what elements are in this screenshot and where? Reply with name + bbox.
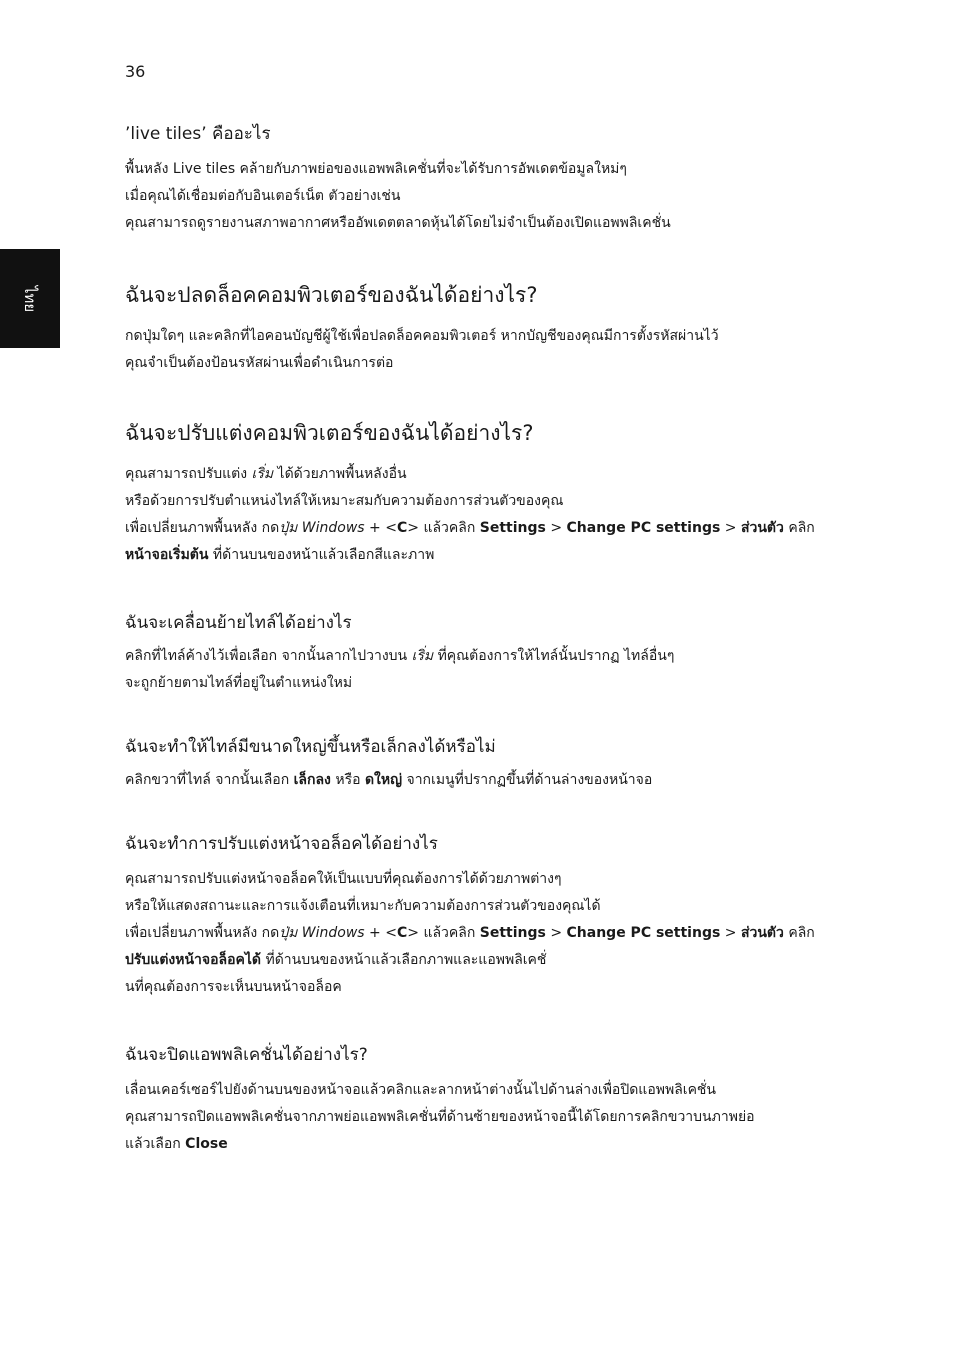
section-close-app <box>125 1043 825 1158</box>
paragraph-line: คุณสามารถดูรายงานสภาพอากาศหรืออัพเดตตลาดหุ้นได้โดยไม่จำเป็นต้องเปิดแอพพลิเคชั่น <box>125 215 671 231</box>
paragraph-line: คลิกขวาที่ไทล์ จากนั้นเลือก เล็กลง หรือ ดใหญ่ จากเมนูที่ปรากฏขึ้นที่ด้านล่างของหน้าจอ <box>125 772 653 788</box>
paragraph-line: คุณสามารถปรับแต่ง เริ่ม ได้ด้วยภาพพื้นหลังอื่น <box>125 466 407 482</box>
paragraph-line: พื้นหลัง Live tiles คล้ายกับภาพย่อของแอพพลิเคชั่นที่จะได้รับการอัพเดตข้อมูลใหม่ๆ <box>125 161 627 177</box>
section-heading: ฉันจะทำให้ไทล์มีขนาดใหญ่ขึ้นหรือเล็กลงได้หรือไม่ <box>125 737 496 757</box>
section-heading: ’live tiles’ คืออะไร <box>125 124 271 144</box>
language-side-tab <box>0 249 60 348</box>
paragraph-line: เมื่อคุณได้เชื่อมต่อกับอินเตอร์เน็ต ตัวอย่างเช่น <box>125 188 401 204</box>
paragraph-line: เพื่อเปลี่ยนภาพพื้นหลัง กดปุ่ม Windows + <C> แล้วคลิก Settings > Change PC settings > ส่วนตัว คลิก <box>125 925 815 941</box>
section-heading: ฉันจะทำการปรับแต่งหน้าจอล็อคได้อย่างไร <box>125 834 438 854</box>
paragraph-line: แล้วเลือก Close <box>125 1136 228 1152</box>
paragraph-line: เลื่อนเคอร์เซอร์ไปยังด้านบนของหน้าจอแล้วคลิกและลากหน้าต่างนั้นไปด้านล่างเพื่อปิดแอพพลิเคชั่น <box>125 1082 717 1098</box>
paragraph-line: คลิกที่ไทล์ค้างไว้เพื่อเลือก จากนั้นลากไปวางบน เริ่ม ที่คุณต้องการให้ไทล์นั้นปรากฏ ไทล์อื่นๆ <box>125 648 675 664</box>
paragraph-line: นที่คุณต้องการจะเห็นบนหน้าจอล็อค <box>125 979 342 995</box>
section-heading: ฉันจะปิดแอพพลิเคชั่นได้อย่างไร? <box>125 1045 368 1065</box>
paragraph-line: กดปุ่มใดๆ และคลิกที่ไอคอนบัญชีผู้ใช้เพื่อปลดล็อคคอมพิวเตอร์ หากบัญชีของคุณมีการตั้งรหัสผ่านไว้ <box>125 328 719 344</box>
section-move-tiles <box>125 611 825 697</box>
paragraph-line: หรือให้แสดงสถานะและการแจ้งเตือนที่เหมาะกับความต้องการส่วนตัวของคุณได้ <box>125 898 601 914</box>
section-live-tiles <box>125 122 825 237</box>
paragraph-line: จะถูกย้ายตามไทล์ที่อยู่ในตำแหน่งใหม่ <box>125 675 353 691</box>
section-heading: ฉันจะปรับแต่งคอมพิวเตอร์ของฉันได้อย่างไร? <box>125 421 534 445</box>
paragraph-line: หน้าจอเริ่มต้น ที่ด้านบนของหน้าแล้วเลือกสีและภาพ <box>125 547 435 563</box>
language-label: ไทย <box>20 285 39 312</box>
paragraph-line: คุณจำเป็นต้องป้อนรหัสผ่านเพื่อดำเนินการต่อ <box>125 355 394 371</box>
section-resize-tiles <box>125 735 825 794</box>
paragraph-line: คุณสามารถปิดแอพพลิเคชั่นจากภาพย่อแอพพลิเคชั่นที่ด้านซ้ายของหน้าจอนี้ได้โดยการคลิกขวาบนภาพย่อ <box>125 1109 755 1125</box>
paragraph-line: หรือด้วยการปรับตำแหน่งไทล์ให้เหมาะสมกับความต้องการส่วนตัวของคุณ <box>125 493 564 509</box>
section-personalize <box>125 419 825 569</box>
section-heading: ฉันจะปลดล็อคคอมพิวเตอร์ของฉันได้อย่างไร? <box>125 283 538 307</box>
section-unlock <box>125 281 825 377</box>
paragraph-line: เพื่อเปลี่ยนภาพพื้นหลัง กดปุ่ม Windows + <C> แล้วคลิก Settings > Change PC settings > ส่วนตัว คลิก <box>125 520 815 536</box>
page-number: 36 <box>125 62 146 81</box>
paragraph-line: คุณสามารถปรับแต่งหน้าจอล็อคให้เป็นแบบที่คุณต้องการได้ด้วยภาพต่างๆ <box>125 871 562 887</box>
section-lock-screen <box>125 832 825 1001</box>
section-heading: ฉันจะเคลื่อนย้ายไทล์ได้อย่างไร <box>125 613 352 633</box>
paragraph-line: ปรับแต่งหน้าจอล็อคได้ ที่ด้านบนของหน้าแล้วเลือกภาพและแอพพลิเคชั่ <box>125 952 547 968</box>
